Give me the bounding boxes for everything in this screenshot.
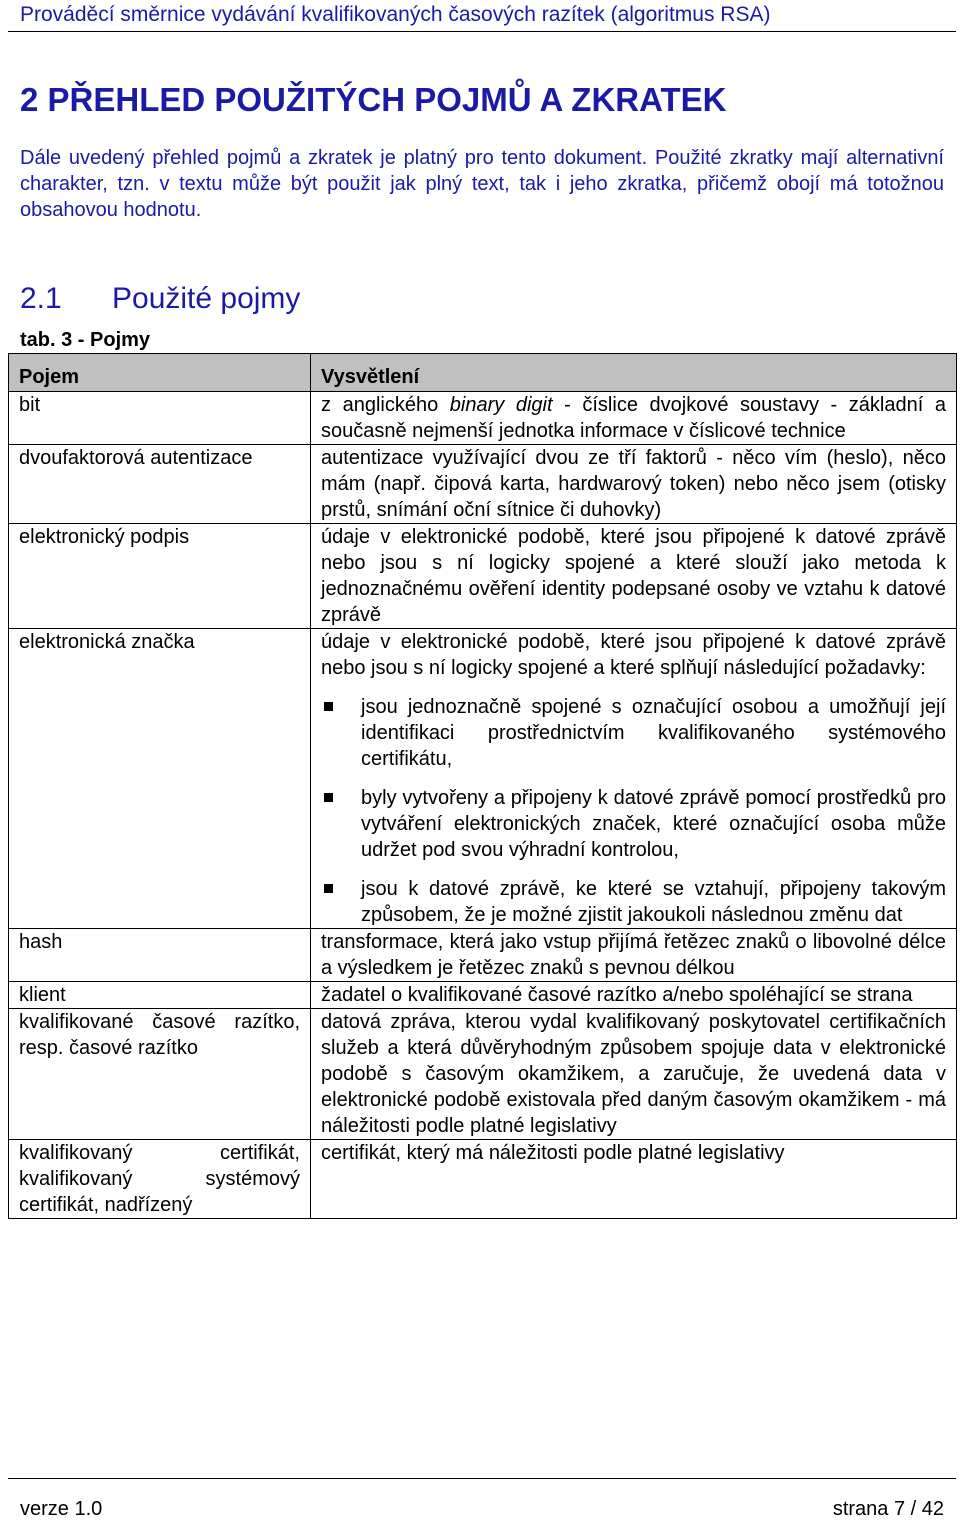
list-item-text: jsou jednoznačně spojené s označující osobou a umožňují její identifikaci prostřednictvím kvalifikovaného systémového certifikátu, [361,696,946,770]
square-bullet-icon [324,702,333,711]
table-row [9,929,957,982]
definition-text: datová zpráva, kterou vydal kvalifikovaný poskytovatel certifikačních služeb a která důvěryhodným způsobem spojuje data v elektronické podobě s časovým okamžikem, a zaručuje, že uvedená data v elektronické podobě existovala před daným časovým okamžikem - má náležitosti podle platné legislativy [321,1011,946,1137]
section-intro: Dále uvedený přehled pojmů a zkratek je platný pro tento dokument. Použité zkratky mají alternativní charakter, tzn. v textu může být použit jak plný text, tak i jeho zkratka, přičemž obojí má totožnou obsahovou hodnotu. [20,147,944,221]
table-row [9,392,957,445]
square-bullet-icon [324,884,333,893]
subsection-title [20,280,300,318]
term-cell [9,1140,311,1219]
section-title: 2 PŘEHLED POUŽITÝCH POJMŮ A ZKRATEK [20,81,727,118]
definition-text: certifikát, který má náležitosti podle platné legislativy [321,1142,785,1164]
definition-cell [311,1140,957,1219]
definition-text: z anglického [321,394,450,416]
definition-text: žadatel o kvalifikované časové razítko a/nebo spoléhající se strana [321,984,913,1006]
list-item-text: jsou k datové zprávě, ke které se vztahují, připojeny takovým způsobem, že je možné zjistit jakoukoli následnou změnu dat [361,878,946,926]
definition-cell [311,929,957,982]
table-caption: tab. 3 - Pojmy [20,329,151,351]
column-header-term: Pojem [9,354,311,392]
definition-cell [311,524,957,629]
subsection-label: Použité pojmy [112,282,301,315]
table-row [9,629,957,929]
requirements-list [321,694,946,928]
list-item [321,785,946,863]
header-rule [8,31,956,32]
definition-cell [311,392,957,445]
table-row [9,445,957,524]
table-row [9,982,957,1009]
term-cell [9,982,311,1009]
term-text: kvalifikované časové razítko, resp. časové razítko [19,1011,300,1059]
term-cell [9,929,311,982]
footer-version: verze 1.0 [20,1498,103,1520]
subsection-number: 2.1 [20,282,62,315]
term-text: kvalifikovaný certifikát, kvalifikovaný systémový certifikát, nadřízený [19,1142,300,1216]
definition-text: - číslice dvojkové soustavy - základní a současně nejmenší jednotka informace v číslicové technice [321,394,946,442]
list-item-text: byly vytvořeny a připojeny k datové zprávě pomocí prostředků pro vytváření elektronických značek, které označující osoba může udržet pod svou výhradní kontrolou, [361,787,946,861]
term-text: elektronická značka [19,631,195,653]
term-text: elektronický podpis [19,526,190,548]
definition-emphasis: binary digit [449,394,553,416]
footer-page-number: strana 7 / 42 [832,1498,944,1520]
terms-table [8,353,957,1219]
table-row [9,1009,957,1140]
term-cell [9,392,311,445]
definition-cell [311,629,957,929]
term-text: hash [19,931,63,953]
term-cell [9,524,311,629]
term-cell [9,629,311,929]
term-text: dvoufaktorová autentizace [19,447,253,469]
running-header: Prováděcí směrnice vydávání kvalifikovaných časových razítek (algoritmus RSA) [20,3,771,26]
term-cell [9,445,311,524]
definition-text: údaje v elektronické podobě, které jsou připojené k datové zprávě nebo jsou s ní logicky spojené a které splňují následující požadavky: [321,631,946,679]
footer-rule [8,1478,956,1479]
definition-cell [311,445,957,524]
term-cell [9,1009,311,1140]
table-row [9,524,957,629]
term-text: klient [19,984,66,1006]
table-header-row [9,354,957,392]
definition-cell [311,982,957,1009]
term-text: bit [19,394,41,416]
table-row [9,1140,957,1219]
list-item [321,694,946,772]
definition-text: transformace, která jako vstup přijímá řetězec znaků o libovolné délce a výsledkem je řetězec znaků s pevnou délkou [321,931,946,979]
definition-text: údaje v elektronické podobě, které jsou připojené k datové zprávě nebo jsou s ní logicky spojené a které slouží jako metoda k jednoznačnému ověření identity podepsané osoby ve vztahu k datové zprávě [321,526,946,626]
definition-text: autentizace využívající dvou ze tří faktorů - něco vím (heslo), něco mám (např. čipová karta, hardwarový token) nebo něco jsem (otisky prstů, snímání oční sítnice či duhovky) [321,447,946,521]
column-header-explanation: Vysvětlení [311,354,957,392]
list-item [321,876,946,928]
definition-cell [311,1009,957,1140]
square-bullet-icon [324,793,333,802]
